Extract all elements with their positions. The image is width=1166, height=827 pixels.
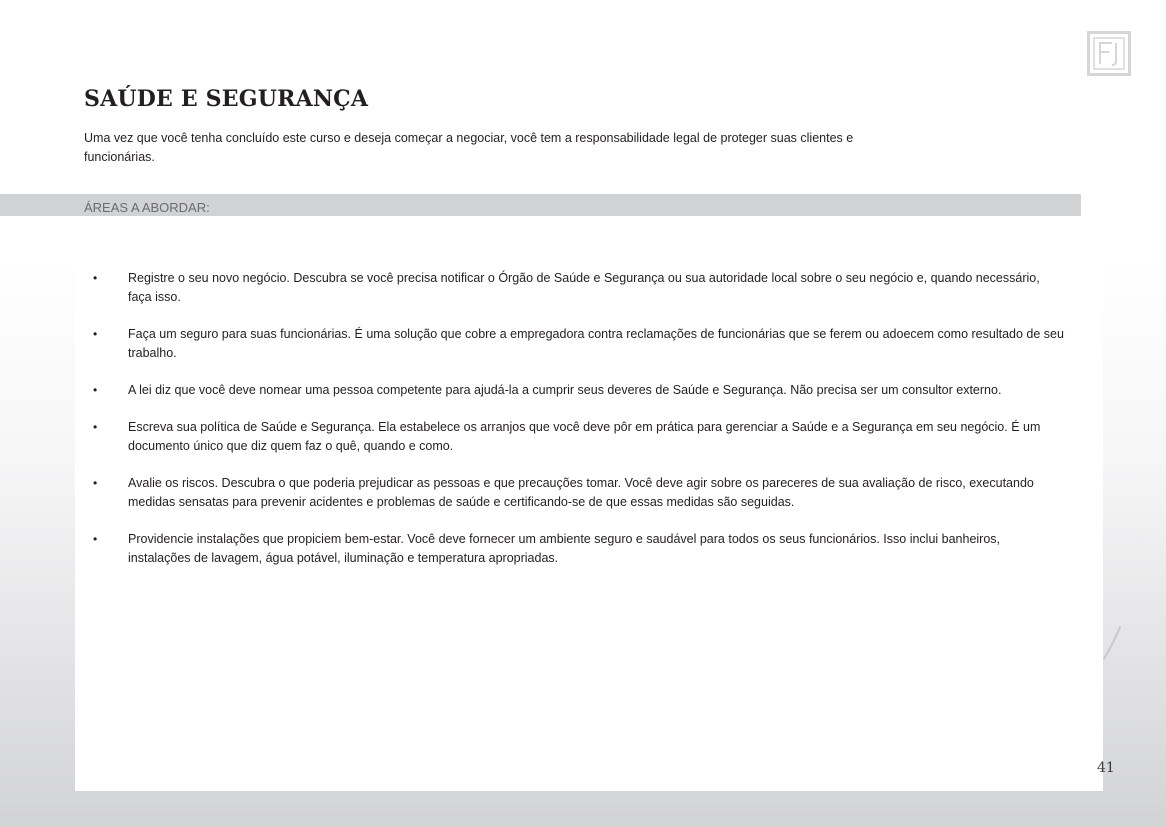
list-item: • Providencie instalações que propiciem bem-estar. Você deve fornecer um ambiente seguro e saudável para todos os seus funcionários. Isso inclui banheiros, instalações de lavagem, água potável, iluminação e temperatura apropriadas. xyxy=(90,530,1065,568)
list-item: • Escreva sua política de Saúde e Segurança. Ela estabelece os arranjos que você deve pôr em prática para gerenciar a Saúde e a Segurança em seu negócio. É um documento único que diz quem faz o quê, quando e como. xyxy=(90,418,1065,456)
section-heading: ÁREAS A ABORDAR: xyxy=(84,200,210,215)
list-item: • Faça um seguro para suas funcionárias. É uma solução que cobre a empregadora contra reclamações de funcionárias que se ferem ou adoecem como resultado de seu trabalho. xyxy=(90,325,1065,363)
brand-monogram-icon xyxy=(1087,31,1131,76)
list-item: • Registre o seu novo negócio. Descubra se você precisa notificar o Órgão de Saúde e Segurança ou sua autoridade local sobre o seu negócio e, quando necessário, faça isso. xyxy=(90,269,1065,307)
list-item: • A lei diz que você deve nomear uma pessoa competente para ajudá-la a cumprir seus deveres de Saúde e Segurança. Não precisa ser um consultor externo. xyxy=(90,381,1065,400)
decorative-brush-stroke xyxy=(1100,625,1122,661)
topics-list xyxy=(90,269,1065,586)
list-item: • Avalie os riscos. Descubra o que poderia prejudicar as pessoas e que precauções tomar. Você deve agir sobre os pareceres de sua avaliação de risco, executando medidas sensatas para prevenir acidentes e problemas de saúde e certificando-se de que essas medidas são seguidas. xyxy=(90,474,1065,512)
page-number: 41 xyxy=(1097,760,1115,776)
intro-paragraph: Uma vez que você tenha concluído este curso e deseja começar a negociar, você tem a responsabilidade legal de proteger suas clientes e funcionárias. xyxy=(84,131,854,164)
page-title: SAÚDE E SEGURANÇA xyxy=(84,86,369,112)
